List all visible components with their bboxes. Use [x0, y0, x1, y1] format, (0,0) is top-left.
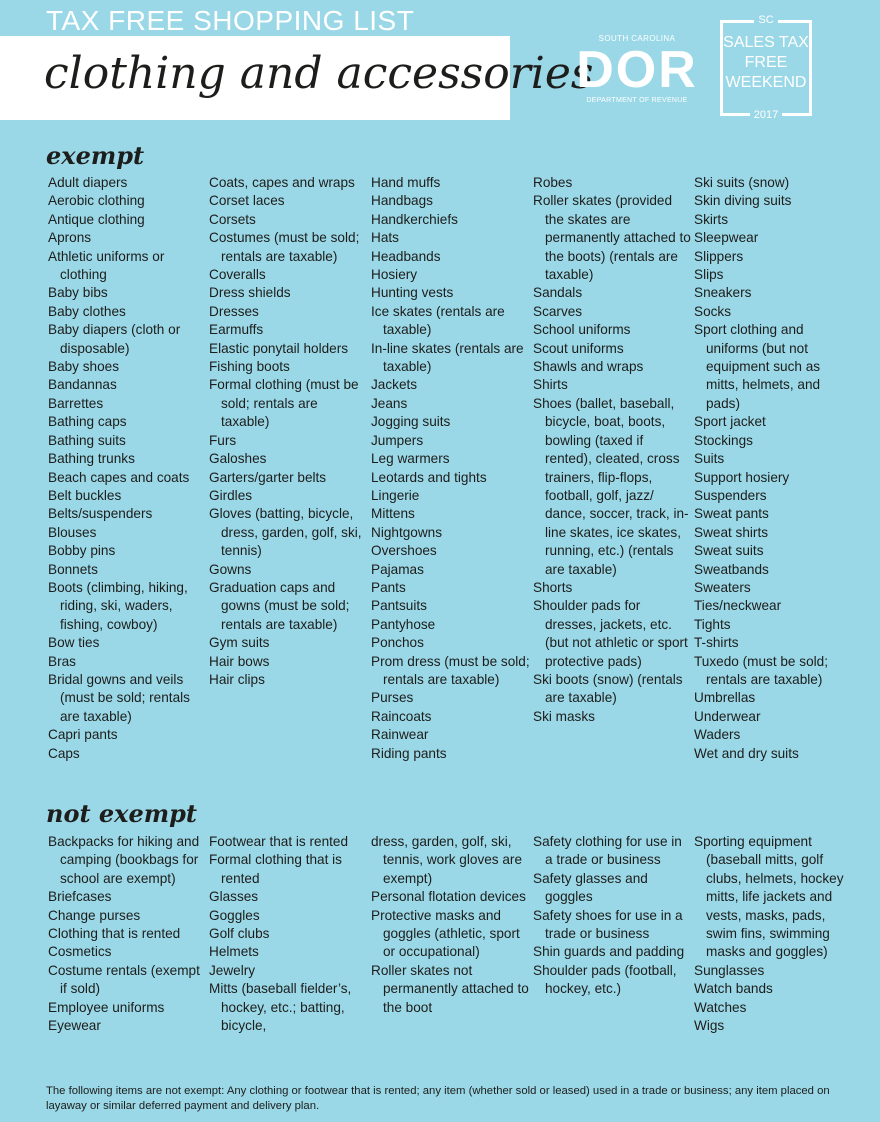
list-item: Sporting equipment (baseball mitts, golf clubs, helmets, hockey mitts, life jackets and vests, masks, pads, swim fins, swimming masks and goggles)	[694, 834, 844, 960]
exempt-column	[533, 174, 693, 726]
list-item: Handkerchiefs	[371, 211, 458, 227]
list-item: Mittens	[371, 506, 415, 522]
list-item: Bathing suits	[48, 432, 126, 448]
not-exempt-column	[533, 833, 693, 999]
list-item: Safety glasses and goggles	[533, 870, 648, 905]
banner-title: clothing and accessories	[44, 48, 594, 99]
list-item: Stockings	[694, 432, 753, 448]
list-item: Scout uniforms	[533, 340, 624, 356]
list-item: Corsets	[209, 211, 256, 227]
list-item: Roller skates (provided the skates are permanently attached to the boots) (rentals are taxable)	[533, 193, 691, 283]
list-item: Safety clothing for use in a trade or business	[533, 834, 682, 868]
list-item: Scarves	[533, 303, 583, 319]
list-item: Mitts (baseball fielder’s, hockey, etc.; batting, bicycle,	[209, 981, 352, 1034]
list-item: In-line skates (rentals are taxable)	[371, 340, 524, 375]
list-item: Tuxedo (must be sold; rentals are taxable)	[694, 653, 828, 687]
list-item: Personal flotation devices	[371, 889, 526, 905]
list-item: Employee uniforms	[48, 999, 165, 1015]
list-item: Shawls and wraps	[533, 359, 644, 375]
list-item: Sport jacket	[694, 414, 766, 430]
list-item: Sweat pants	[694, 506, 769, 522]
list-item: Bobby pins	[48, 543, 116, 559]
list-item: Shoulder pads (football, hockey, etc.)	[533, 962, 677, 997]
list-item: Shoulder pads for dresses, jackets, etc. (but not athletic or sport protective pads)	[533, 598, 688, 669]
list-item: Handbags	[371, 193, 433, 209]
list-item: Garters/garter belts	[209, 469, 327, 485]
list-item: Overshoes	[371, 543, 437, 559]
list-item: School uniforms	[533, 322, 631, 338]
list-item: Fishing boots	[209, 359, 290, 375]
list-item: Beach capes and coats	[48, 469, 190, 485]
list-item: Gloves (batting, bicycle, dress, garden, golf, ski, tennis)	[209, 506, 362, 559]
list-item: Bonnets	[48, 561, 98, 577]
list-item: Nightgowns	[371, 524, 443, 540]
list-item: Elastic ponytail holders	[209, 340, 349, 356]
list-item: Coats, capes and wraps	[209, 175, 355, 190]
list-item: Ice skates (rentals are taxable)	[371, 303, 505, 338]
list-item: Umbrellas	[694, 690, 756, 706]
list-item: Leotards and tights	[371, 469, 487, 485]
list-item: Pajamas	[371, 561, 424, 577]
list-item: Briefcases	[48, 889, 112, 905]
list-item: Boots (climbing, hiking, riding, ski, waders, fishing, cowboy)	[48, 579, 188, 632]
list-item: Bridal gowns and veils (must be sold; rentals are taxable)	[48, 671, 190, 724]
list-item: Formal clothing (must be sold; rentals are taxable)	[209, 377, 359, 430]
dor-logo-word: DOR	[576, 41, 698, 99]
not-exempt-column	[694, 833, 854, 1035]
not-exempt-section-title: not exempt	[46, 799, 198, 828]
list-item: Formal clothing that is rented	[209, 852, 342, 886]
list-item: Coveralls	[209, 267, 266, 283]
list-item: Slips	[694, 267, 724, 283]
dor-logo-top-text: SOUTH CAROLINA	[598, 34, 676, 43]
list-item: Aprons	[48, 230, 92, 246]
list-item: Aerobic clothing	[48, 193, 145, 209]
list-item: Bras	[48, 653, 76, 669]
list-item: Clothing that is rented	[48, 926, 181, 942]
exempt-column	[48, 174, 208, 763]
top-label: TAX FREE SHOPPING LIST	[46, 5, 415, 36]
list-item: Shirts	[533, 377, 568, 393]
list-item: Sunglasses	[694, 962, 765, 978]
list-item: Capri pants	[48, 727, 118, 743]
list-item: Gowns	[209, 561, 252, 577]
list-item: Sweat shirts	[694, 524, 769, 540]
list-item: Leg warmers	[371, 451, 450, 467]
list-item: Riding pants	[371, 745, 447, 761]
list-item: Barrettes	[48, 395, 104, 411]
dor-logo	[572, 34, 702, 106]
list-item: Blouses	[48, 524, 97, 540]
badge-sc-text: SC	[754, 14, 777, 26]
list-item: Sweaters	[694, 579, 751, 595]
badge-line: FREE	[744, 54, 788, 71]
list-item: Sport clothing and uniforms (but not equipment such as mitts, helmets, and pads)	[694, 322, 821, 411]
list-item: Support hosiery	[694, 469, 790, 485]
list-item: Wigs	[694, 1018, 725, 1034]
list-item: Watch bands	[694, 981, 773, 997]
list-item: Hand muffs	[371, 175, 441, 190]
list-item: Hunting vests	[371, 285, 454, 301]
list-item: Waders	[694, 727, 741, 743]
list-item: Prom dress (must be sold; rentals are taxable)	[371, 653, 530, 687]
list-item: Jumpers	[371, 432, 424, 448]
not-exempt-column	[209, 833, 369, 1035]
list-item: Cosmetics	[48, 944, 112, 960]
badge-line: WEEKEND	[725, 74, 807, 91]
list-item: Baby clothes	[48, 303, 126, 319]
not-exempt-column	[371, 833, 531, 1017]
list-item: Pantsuits	[371, 598, 427, 614]
list-item: Costumes (must be sold; rentals are taxable)	[209, 230, 360, 264]
list-item: Raincoats	[371, 708, 432, 724]
list-item: Skirts	[694, 211, 728, 227]
list-item: dress, garden, golf, ski, tennis, work gloves are exempt)	[371, 834, 523, 886]
list-item: Ski masks	[533, 708, 595, 724]
list-item: Sandals	[533, 285, 583, 301]
list-item: Skin diving suits	[694, 193, 792, 209]
list-item: Pants	[371, 579, 406, 595]
list-item: Jewelry	[209, 962, 256, 978]
exempt-column	[694, 174, 854, 763]
list-item: Shin guards and padding	[533, 944, 685, 960]
list-item: Robes	[533, 175, 573, 190]
list-item: Belt buckles	[48, 487, 122, 503]
list-item: Backpacks for hiking and camping (bookbags for school are exempt)	[48, 834, 200, 886]
list-item: Graduation caps and gowns (must be sold; rentals are taxable)	[209, 579, 350, 632]
list-item: Sweat suits	[694, 543, 764, 559]
list-item: Antique clothing	[48, 211, 145, 227]
list-item: Tights	[694, 616, 731, 632]
list-item: Hair clips	[209, 671, 265, 687]
list-item: Shorts	[533, 579, 573, 595]
list-item: Slippers	[694, 248, 744, 264]
list-item: Hats	[371, 230, 399, 246]
list-item: Dresses	[209, 303, 259, 319]
list-item: Goggles	[209, 907, 260, 923]
list-item: Jeans	[371, 395, 408, 411]
list-item: Socks	[694, 303, 732, 319]
list-item: Footwear that is rented	[209, 834, 349, 849]
list-item: Golf clubs	[209, 926, 270, 942]
list-item: Wet and dry suits	[694, 745, 799, 761]
list-item: Earmuffs	[209, 322, 264, 338]
title-banner	[0, 36, 594, 120]
list-item: Girdles	[209, 487, 253, 503]
badge-year-text: 2017	[750, 109, 782, 121]
list-item: Galoshes	[209, 451, 267, 467]
list-item: Belts/suspenders	[48, 506, 153, 522]
sales-tax-free-weekend-badge	[720, 14, 812, 121]
list-item: Caps	[48, 745, 80, 761]
list-item: Baby shoes	[48, 359, 120, 375]
footnote: The following items are not exempt: Any clothing or footwear that is rented; any item (whether sold or leased) used in a trade or business; any item placed on layaway or similar deferred payment and delivery plan.	[46, 1085, 830, 1112]
list-item: Suits	[694, 451, 725, 467]
list-item: Pantyhose	[371, 616, 436, 632]
list-item: Costume rentals (exempt if sold)	[48, 962, 200, 997]
list-item: Gym suits	[209, 635, 270, 651]
list-item: Protective masks and goggles (athletic, sport or occupational)	[371, 907, 520, 960]
exempt-column	[371, 174, 531, 763]
list-item: Dress shields	[209, 285, 291, 301]
list-item: Sleepwear	[694, 230, 759, 246]
list-item: Bow ties	[48, 635, 100, 651]
badge-line: SALES TAX	[723, 34, 809, 51]
list-item: Safety shoes for use in a trade or business	[533, 907, 683, 942]
list-item: Change purses	[48, 907, 141, 923]
list-item: Roller skates not permanently attached to the boot	[371, 962, 529, 1015]
list-item: Corset laces	[209, 193, 285, 209]
list-item: Ponchos	[371, 635, 424, 651]
list-item: Rainwear	[371, 727, 429, 743]
list-item: Glasses	[209, 889, 259, 905]
list-item: Helmets	[209, 944, 259, 960]
list-item: Sneakers	[694, 285, 752, 301]
list-item: Ski suits (snow)	[694, 175, 790, 190]
list-item: Hosiery	[371, 267, 418, 283]
list-item: Ski boots (snow) (rentals are taxable)	[533, 671, 683, 706]
list-item: Bathing trunks	[48, 451, 135, 467]
list-item: Bandannas	[48, 377, 117, 393]
list-item: Baby bibs	[48, 285, 108, 301]
list-item: Sweatbands	[694, 561, 769, 577]
list-item: Headbands	[371, 248, 441, 264]
list-item: Suspenders	[694, 487, 767, 503]
list-item: Eyewear	[48, 1018, 101, 1034]
list-item: Bathing caps	[48, 414, 127, 430]
list-item: Furs	[209, 432, 237, 448]
list-item: Adult diapers	[48, 175, 128, 190]
not-exempt-column	[48, 833, 208, 1035]
list-item: Baby diapers (cloth or disposable)	[48, 322, 181, 356]
list-item: Watches	[694, 999, 747, 1015]
exempt-section-title: exempt	[46, 141, 145, 170]
list-item: T-shirts	[694, 635, 739, 651]
list-item: Purses	[371, 690, 414, 706]
list-item: Lingerie	[371, 487, 420, 503]
exempt-column	[209, 174, 369, 689]
list-item: Underwear	[694, 708, 761, 724]
list-item: Ties/neckwear	[694, 598, 782, 614]
dor-logo-bottom-text: DEPARTMENT OF REVENUE	[586, 97, 688, 104]
list-item: Jogging suits	[371, 414, 451, 430]
list-item: Athletic uniforms or clothing	[48, 248, 165, 283]
list-item: Shoes (ballet, baseball, bicycle, boat, boots, bowling (taxed if rented), cleated, cross trainers, flip-flops, football, golf, jazz/ dance, soccer, track, in-line skates, ice skates, running, etc.) (rentals are taxable)	[533, 395, 689, 577]
list-item: Hair bows	[209, 653, 270, 669]
list-item: Jackets	[371, 377, 418, 393]
